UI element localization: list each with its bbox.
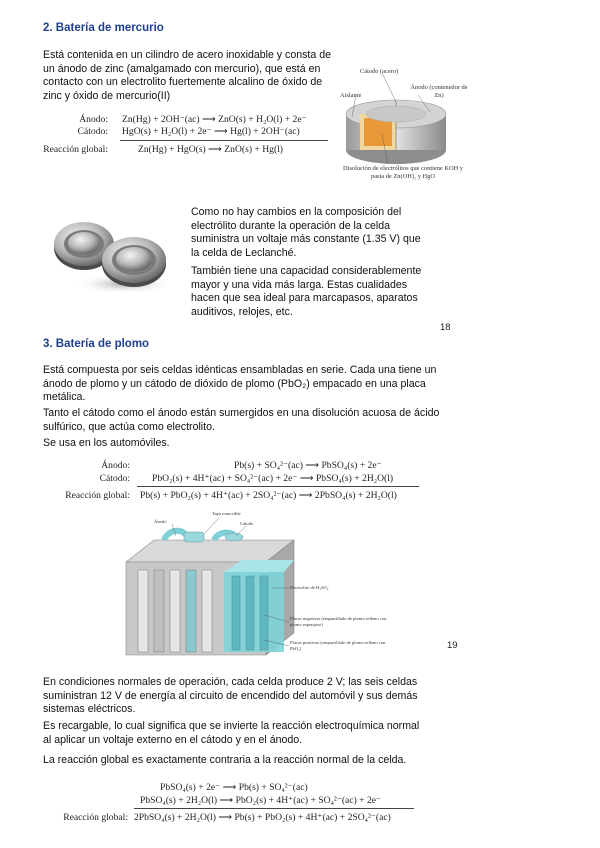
lead-eq-anode-label: Ánodo: xyxy=(101,460,130,471)
lead-paragraph-1: Está compuesta por seis celdas idénticas ensambladas en serie. Cada una tiene un ánodo de plomo y un cátodo de dióxido de plomo (PbO₂) empacado en una placa metálica. xyxy=(43,364,437,404)
anode-zn-label: Ánodo (contenedor de Zn) xyxy=(410,84,468,99)
recharge-eq-1: PbSO₄(s) + 2e⁻ ⟶ Pb(s) + SO₄²⁻(ac) xyxy=(160,782,308,793)
lead-battery-diagram xyxy=(124,510,414,660)
eq-global-label: Reacción global: xyxy=(43,144,108,155)
button-cells-photo xyxy=(44,206,179,296)
eq-global: Zn(Hg) + HgO(s) ⟶ ZnO(s) + Hg(l) xyxy=(138,144,284,155)
section-heading-mercury: 2. Batería de mercurio xyxy=(43,22,164,34)
eq-anode-label: Ánodo: xyxy=(79,114,108,125)
lead-eq-cathode: PbO₂(s) + 4H⁺(ac) + SO₄²⁻(ac) + 2e⁻ ⟶ PbSO₄(s) + 2H₂O(l) xyxy=(152,473,394,484)
h2so4-label: Electrolito de H₂SO₄ xyxy=(290,585,329,590)
recharge-eq-rule xyxy=(134,808,414,809)
eq-cathode-label: Cátodo: xyxy=(77,126,108,137)
lead-paragraph-2: Tanto el cátodo como el ánodo están sumergidos en una disolución acuosa de ácido sulfúrico, que actúa como electrolito. xyxy=(43,407,440,433)
lead-eq-global-label: Reacción global: xyxy=(65,490,130,501)
page-number-18: 18 xyxy=(440,322,451,330)
lead-paragraph-3: Se usa en los automóviles. xyxy=(43,437,170,449)
positive-plates-label: Placas positivas (emparrillado de plomo relleno con PbO₂) xyxy=(290,640,386,651)
electrolyte-label: Disolución de electrólitos que contiene KOH y pasta de Zn(OH)₂ y HgO xyxy=(343,165,463,180)
recharge-eq-2: PbSO₄(s) + 2H₂O(l) ⟶ PbO₂(s) + 4H⁺(ac) + SO₄²⁻(ac) + 2e⁻ xyxy=(140,795,382,806)
recharge-global-label: Reacción global: xyxy=(63,812,128,823)
lead-eq-anode: Pb(s) + SO₄²⁻(ac) ⟶ PbSO₄(s) + 2e⁻ xyxy=(234,460,382,471)
negative-plates-label: Placas negativas (emparrillado de plomo relleno con plomo esponjoso) xyxy=(290,616,387,627)
cap-label: Tapa removible xyxy=(212,511,241,516)
cathode-steel-label: Cátodo (acero) xyxy=(360,68,399,75)
section-heading-lead: 3. Batería de plomo xyxy=(43,338,150,350)
mercury-text-2: También tiene una capacidad considerablemente mayor y una vida más larga. Estas cualidades hacen que sea ideal para marcapasos, aparatos auditivos, relojes, etc. xyxy=(191,265,422,318)
lead-paragraph-4: En condiciones normales de operación, cada celda produce 2 V; las seis celdas suministran 12 V de energía al circuito de encendido del automóvil y sus demás sistemas eléctricos. xyxy=(43,676,418,716)
lead-eq-rule xyxy=(137,486,419,487)
recharge-global: 2PbSO₄(s) + 2H₂O(l) ⟶ Pb(s) + PbO₂(s) + 4H⁺(ac) + 2SO₄²⁻(ac) xyxy=(134,812,391,823)
lead-paragraph-6: La reacción global es exactamente contraria a la reacción normal de la celda. xyxy=(43,754,407,766)
page-number-19: 19 xyxy=(447,640,458,651)
lead-eq-global: Pb(s) + PbO₂(s) + 4H⁺(ac) + 2SO₄²⁻(ac) ⟶ 2PbSO₄(s) + 2H₂O(l) xyxy=(140,490,397,501)
mercury-intro: Está contenida en un cilindro de acero inoxidable y consta de un ánodo de zinc (amalgamado con mercurio), que está en contacto con un electrolito fuertemente alcalino de óxido de zinc y óxido de mercurio(II) xyxy=(43,49,331,102)
lead-anode-label: Ánodo xyxy=(154,519,167,524)
eq-rule xyxy=(120,140,328,141)
eq-anode: Zn(Hg) + 2OH⁻(ac) ⟶ ZnO(s) + H₂O(l) + 2e⁻ xyxy=(122,114,307,125)
lead-eq-cathode-label: Cátodo: xyxy=(99,473,130,484)
insulator-label: Aislante xyxy=(340,92,362,99)
lead-paragraph-5: Es recargable, lo cual significa que se invierte la reacción electroquímica normal al aplicar un voltaje externo en el cátodo y en el ánodo. xyxy=(43,720,420,746)
eq-cathode: HgO(s) + H₂O(l) + 2e⁻ ⟶ Hg(l) + 2OH⁻(ac) xyxy=(122,126,300,137)
mercury-cell-diagram xyxy=(338,62,470,192)
mercury-text-1: Como no hay cambios en la composición del electrólito durante la operación de la celda suministra un voltaje más constante (1.35 V) que la celda de Leclanché. xyxy=(191,206,421,259)
lead-cathode-label: Cátodo xyxy=(240,521,254,526)
